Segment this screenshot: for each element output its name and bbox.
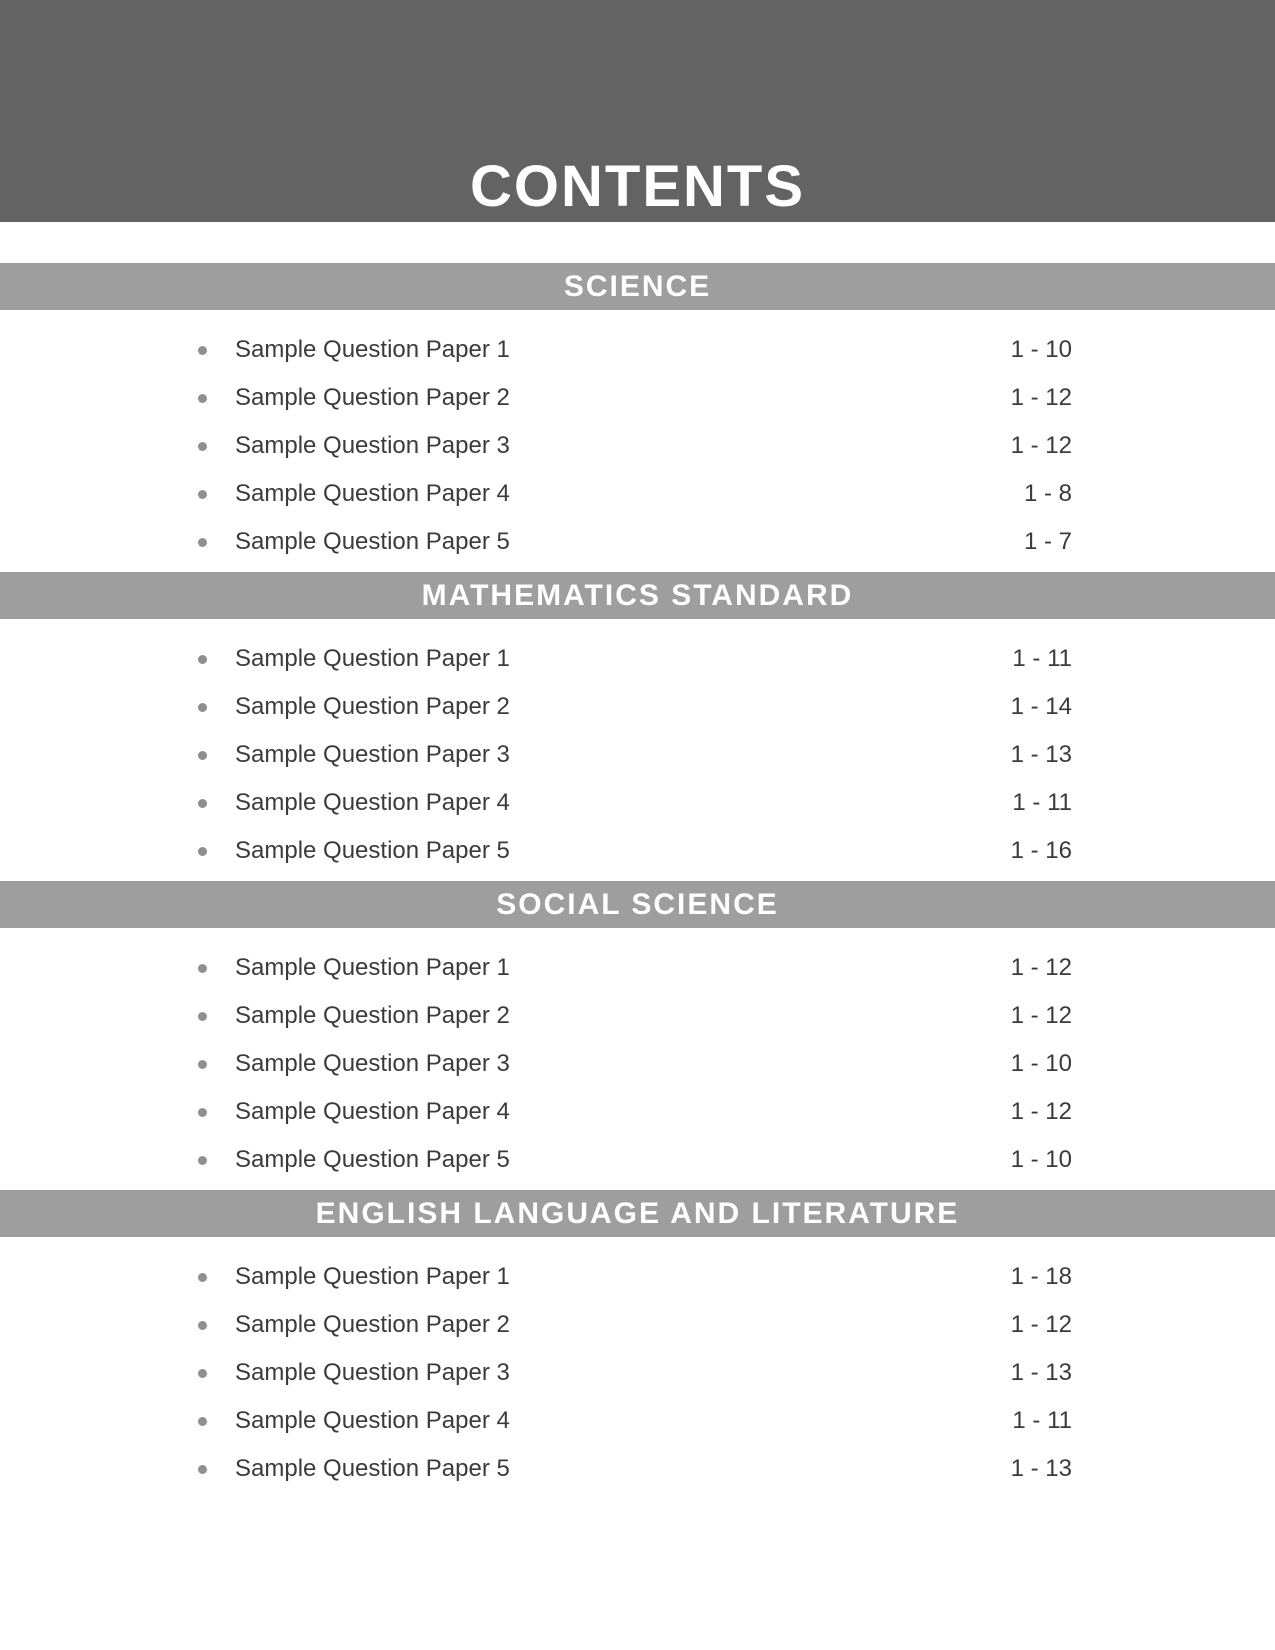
item-pages: 1 - 18 xyxy=(1010,1263,1072,1290)
item-label: Sample Question Paper 5 xyxy=(235,1455,510,1482)
bullet-icon xyxy=(198,1369,207,1378)
item-label: Sample Question Paper 3 xyxy=(235,1359,510,1386)
bullet-icon xyxy=(198,1012,207,1021)
toc-item xyxy=(198,1445,1072,1493)
item-label: Sample Question Paper 3 xyxy=(235,1050,510,1077)
section-title: MATHEMATICS STANDARD xyxy=(421,578,854,612)
item-pages: 1 - 13 xyxy=(1010,741,1072,768)
item-pages: 1 - 16 xyxy=(1010,837,1072,864)
item-label: Sample Question Paper 3 xyxy=(235,741,510,768)
toc-item xyxy=(198,1253,1072,1301)
bullet-icon xyxy=(198,490,207,499)
bullet-icon xyxy=(198,1417,207,1426)
toc-item xyxy=(198,422,1072,470)
section-banner xyxy=(0,572,1275,619)
toc-item xyxy=(198,518,1072,566)
bullet-icon xyxy=(198,1321,207,1330)
toc-item xyxy=(198,635,1072,683)
item-pages: 1 - 12 xyxy=(1010,432,1072,459)
bullet-icon xyxy=(198,964,207,973)
item-label: Sample Question Paper 3 xyxy=(235,432,510,459)
bullet-icon xyxy=(198,538,207,547)
item-pages: 1 - 11 xyxy=(1012,1407,1072,1434)
item-label: Sample Question Paper 1 xyxy=(235,645,510,672)
section-title: ENGLISH LANGUAGE AND LITERATURE xyxy=(315,1196,960,1230)
item-pages: 1 - 10 xyxy=(1010,1050,1072,1077)
bullet-icon xyxy=(198,655,207,664)
toc-section xyxy=(0,881,1275,1190)
item-pages: 1 - 11 xyxy=(1012,645,1072,672)
item-label: Sample Question Paper 2 xyxy=(235,1311,510,1338)
item-label: Sample Question Paper 2 xyxy=(235,693,510,720)
toc-item xyxy=(198,326,1072,374)
bullet-icon xyxy=(198,1273,207,1282)
bullet-icon xyxy=(198,703,207,712)
item-pages: 1 - 12 xyxy=(1010,1311,1072,1338)
bullet-icon xyxy=(198,1156,207,1165)
item-pages: 1 - 10 xyxy=(1010,1146,1072,1173)
bullet-icon xyxy=(198,799,207,808)
toc-item xyxy=(198,944,1072,992)
item-label: Sample Question Paper 4 xyxy=(235,1407,510,1434)
bullet-icon xyxy=(198,751,207,760)
item-label: Sample Question Paper 1 xyxy=(235,954,510,981)
contents-list xyxy=(0,263,1275,1499)
item-label: Sample Question Paper 5 xyxy=(235,837,510,864)
page-title: CONTENTS xyxy=(470,154,805,219)
toc-item xyxy=(198,731,1072,779)
toc-item xyxy=(198,1349,1072,1397)
item-pages: 1 - 13 xyxy=(1010,1359,1072,1386)
bullet-icon xyxy=(198,346,207,355)
section-title: SCIENCE xyxy=(563,269,712,303)
item-pages: 1 - 12 xyxy=(1010,1002,1072,1029)
toc-item xyxy=(198,827,1072,875)
section-items xyxy=(0,310,1275,572)
item-label: Sample Question Paper 5 xyxy=(235,528,510,555)
toc-item xyxy=(198,470,1072,518)
toc-section xyxy=(0,572,1275,881)
toc-item xyxy=(198,992,1072,1040)
item-pages: 1 - 13 xyxy=(1010,1455,1072,1482)
item-label: Sample Question Paper 1 xyxy=(235,1263,510,1290)
item-label: Sample Question Paper 2 xyxy=(235,384,510,411)
toc-item xyxy=(198,1136,1072,1184)
item-pages: 1 - 10 xyxy=(1010,336,1072,363)
toc-item xyxy=(198,1397,1072,1445)
bullet-icon xyxy=(198,394,207,403)
bullet-icon xyxy=(198,1108,207,1117)
toc-item xyxy=(198,374,1072,422)
item-pages: 1 - 12 xyxy=(1010,954,1072,981)
section-items xyxy=(0,1237,1275,1499)
item-pages: 1 - 14 xyxy=(1010,693,1072,720)
item-pages: 1 - 8 xyxy=(1023,480,1072,507)
toc-item xyxy=(198,1040,1072,1088)
toc-item xyxy=(198,1088,1072,1136)
toc-item xyxy=(198,779,1072,827)
item-pages: 1 - 12 xyxy=(1010,1098,1072,1125)
section-items xyxy=(0,619,1275,881)
section-banner xyxy=(0,881,1275,928)
toc-section xyxy=(0,1190,1275,1499)
item-label: Sample Question Paper 2 xyxy=(235,1002,510,1029)
item-label: Sample Question Paper 4 xyxy=(235,789,510,816)
section-title: SOCIAL SCIENCE xyxy=(496,887,779,921)
item-label: Sample Question Paper 1 xyxy=(235,336,510,363)
section-items xyxy=(0,928,1275,1190)
item-label: Sample Question Paper 4 xyxy=(235,480,510,507)
bullet-icon xyxy=(198,1465,207,1474)
item-pages: 1 - 11 xyxy=(1012,789,1072,816)
toc-item xyxy=(198,1301,1072,1349)
item-pages: 1 - 12 xyxy=(1010,384,1072,411)
bullet-icon xyxy=(198,442,207,451)
bullet-icon xyxy=(198,1060,207,1069)
bullet-icon xyxy=(198,847,207,856)
contents-header xyxy=(0,0,1275,222)
toc-section xyxy=(0,263,1275,572)
section-banner xyxy=(0,263,1275,310)
item-pages: 1 - 7 xyxy=(1023,528,1072,555)
toc-item xyxy=(198,683,1072,731)
item-label: Sample Question Paper 5 xyxy=(235,1146,510,1173)
item-label: Sample Question Paper 4 xyxy=(235,1098,510,1125)
section-banner xyxy=(0,1190,1275,1237)
